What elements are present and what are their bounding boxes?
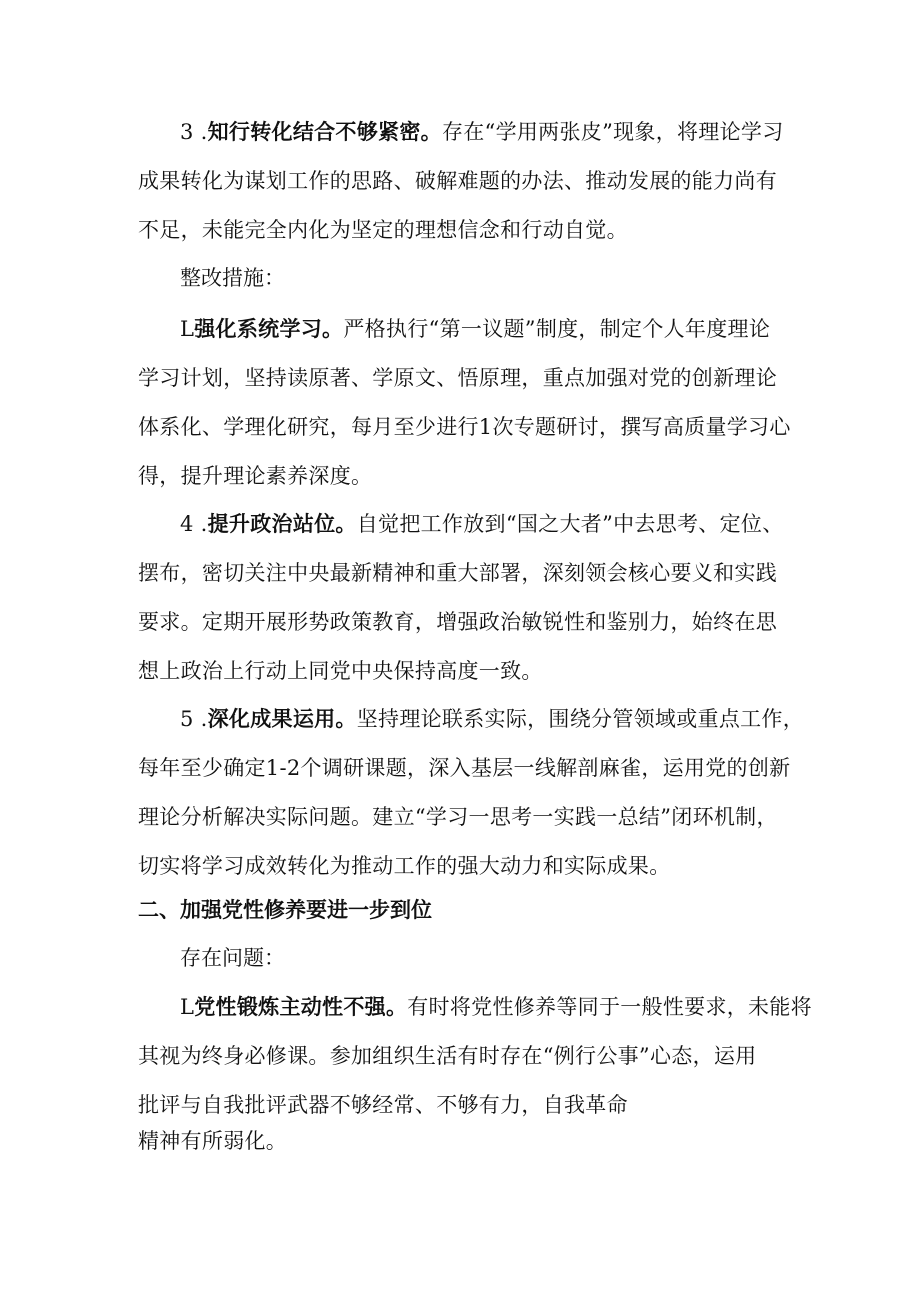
item-number: 4 . — [180, 512, 208, 536]
measure-5 — [138, 703, 805, 899]
item-heading: 强化系统学习。 — [194, 317, 344, 341]
item-text: 自觉把工作放到“国之大者”中去思考、定位、 — [356, 512, 784, 536]
paragraph-line: 切实将学习成效转化为推动工作的强大动力和实际成果。 — [138, 854, 671, 878]
paragraph-line: 精神有所弱化。 — [138, 1129, 288, 1153]
item-text: 严格执行“第一议题”制度，制定个人年度理论 — [343, 317, 771, 341]
item-heading: 知行转化结合不够紧密。 — [207, 120, 442, 144]
paragraph-line — [138, 116, 790, 165]
paragraph-line: 体系化、学理化研究，每月至少进行1次专题研讨，撰写高质量学习心 — [138, 415, 791, 439]
measure-4 — [138, 508, 790, 704]
paragraph-line: 学习计划，坚持读原著、学原文、悟原理，重点加强对党的创新理论 — [138, 366, 777, 390]
paragraph-line — [138, 313, 790, 362]
item-text: 坚持理论联系实际，围绕分管领域或重点工作， — [356, 707, 805, 731]
paragraph-line: 要求。定期开展形势政策教育，增强政治敏锐性和鉴别力，始终在思 — [138, 610, 777, 634]
paragraph-line: 每年至少确定1-2个调研课题，深入基层一线解剖麻雀，运用党的创新 — [138, 756, 791, 780]
paragraph-line — [138, 703, 805, 752]
measures-label: 整改措施： — [180, 266, 285, 290]
item-number: L — [180, 995, 195, 1019]
paragraph-3 — [138, 116, 790, 263]
paragraph-line: 批评与自我批评武器不够经常、不够有力，自我革命 — [138, 1093, 628, 1117]
paragraph-line: 不足，未能完全内化为坚定的理想信念和行动自觉。 — [138, 218, 628, 242]
item-heading: 提升政治站位。 — [207, 512, 357, 536]
paragraph-line: 其视为终身必修课。参加组织生活有时存在“例行公事”心态，运用 — [138, 1044, 757, 1068]
paragraph-line: 摆布，密切关注中央最新精神和重大部署，深刻领会核心要义和实践 — [138, 561, 777, 585]
paragraph-line — [138, 508, 790, 557]
item-number: L — [180, 317, 195, 341]
item-number: 3 . — [180, 120, 208, 144]
problems-label: 存在问题： — [180, 946, 285, 970]
paragraph-line — [138, 991, 812, 1040]
paragraph-line: 成果转化为谋划工作的思路、破解难题的办法、推动发展的能力尚有 — [138, 169, 777, 193]
problem-1 — [138, 991, 812, 1174]
item-text: 存在“学用两张皮”现象，将理论学习 — [441, 120, 784, 144]
paragraph-line: 理论分析解决实际问题。建立“学习一思考一实践一总结”闭环机制， — [138, 805, 778, 829]
item-number: 5 . — [180, 707, 208, 731]
item-heading: 深化成果运用。 — [207, 707, 357, 731]
item-text: 有时将党性修养等同于一般性要求，未能将 — [407, 995, 812, 1019]
item-heading: 党性锻炼主动性不强。 — [194, 995, 408, 1019]
section-2-title: 二、加强党性修养要进一步到位 — [138, 898, 432, 922]
paragraph-line: 得，提升理论素养深度。 — [138, 464, 373, 488]
measure-1 — [138, 313, 790, 509]
paragraph-line: 想上政治上行动上同党中央保持高度一致。 — [138, 659, 543, 683]
